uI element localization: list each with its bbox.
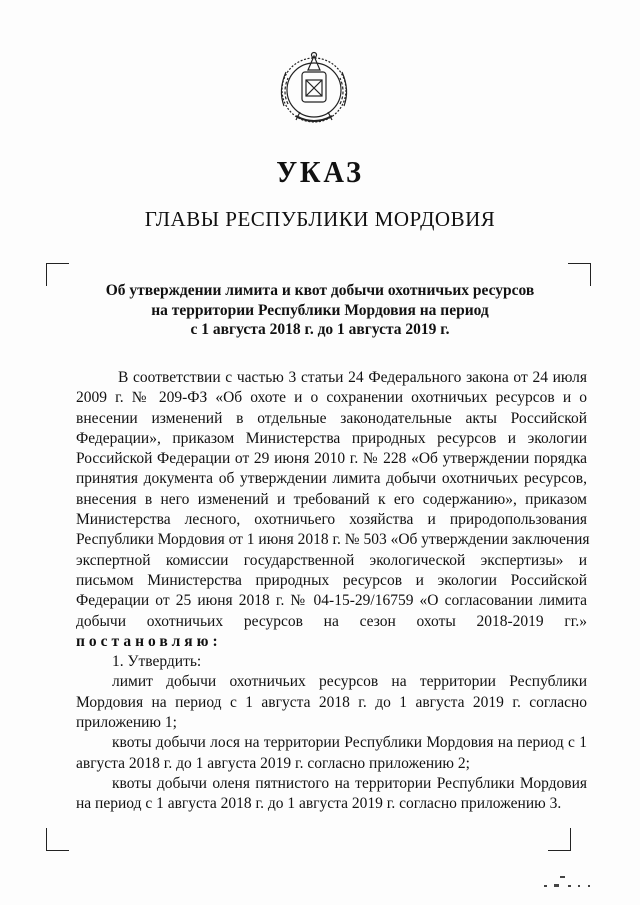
preamble-line: внесении изменений в отдельные законодательные акты Российской	[76, 409, 587, 427]
document-body	[76, 368, 590, 815]
document-type-heading: УКАЗ	[276, 154, 364, 189]
preamble-line: внесения в него изменений и требований к его содержанию», приказом	[76, 490, 587, 508]
preamble-line: 2009 г. № 209-ФЗ «Об охоте и о сохранении охотничьих ресурсов и о	[76, 389, 587, 407]
item-line: квоты добычи лося на территории Республики Мордовия на период с 1	[112, 734, 587, 752]
coat-of-arms-emblem	[270, 50, 358, 128]
corner-mark-bottom-right	[548, 828, 571, 851]
decree-word: постановляю:	[76, 632, 222, 650]
document-title	[60, 281, 580, 340]
item-line: на период с 1 августа 2018 г. до 1 августа 2019 г. согласно приложению 3.	[76, 795, 562, 813]
item-line: августа 2018 г. до 1 августа 2019 г. согласно приложению 2;	[76, 754, 470, 772]
preamble-line: Федерации», приказом Министерства природных ресурсов и экологии	[76, 429, 587, 447]
item-line: Мордовия на период с 1 августа 2018 г. до 1 августа 2019 г. согласно	[76, 693, 587, 711]
preamble-line: экспертной комиссии государственной экологической экспертизы» и	[76, 551, 587, 569]
title-line: Об утверждении лимита и квот добычи охотничьих ресурсов	[105, 282, 535, 299]
preamble-line: письмом Министерства природных ресурсов и экологии Российской	[76, 571, 587, 589]
title-line: с 1 августа 2018 г. до 1 августа 2019 г.	[190, 321, 450, 338]
item-line: лимит добычи охотничьих ресурсов на территории Республики	[112, 673, 587, 691]
item-1-heading: 1. Утвердить:	[112, 653, 202, 671]
issuer-heading: ГЛАВЫ РЕСПУБЛИКИ МОРДОВИЯ	[144, 207, 496, 231]
preamble-line: В соответствии с частью 3 статьи 24 Федерального закона от 24 июля	[118, 369, 587, 386]
preamble-line: Федерации от 25 июня 2018 г. № 04-15-29/16759 «О согласовании лимита	[76, 592, 587, 610]
item-line: приложению 1;	[76, 714, 177, 732]
preamble-line: принятия документа об утверждении лимита добычи охотничьих ресурсов,	[76, 470, 587, 488]
scan-marks	[538, 876, 608, 890]
preamble-line: Российской Федерации от 29 июня 2010 г. № 228 «Об утверждении порядка	[76, 450, 587, 468]
preamble-line: Республики Мордовия от 1 июня 2018 г. № 503 «Об утверждении заключения	[76, 531, 590, 549]
corner-mark-bottom-left	[46, 828, 69, 851]
title-line: на территории Республики Мордовия на период	[151, 301, 489, 319]
preamble-line: Министерства лесного, охотничьего хозяйства и природопользования	[76, 511, 587, 529]
decree-word-line	[76, 632, 587, 652]
preamble-line: добычи охотничьих ресурсов на сезон охоты 2018-2019 гг.»	[76, 612, 587, 630]
item-line: квоты добычи оленя пятнистого на территории Республики Мордовия	[112, 774, 587, 792]
